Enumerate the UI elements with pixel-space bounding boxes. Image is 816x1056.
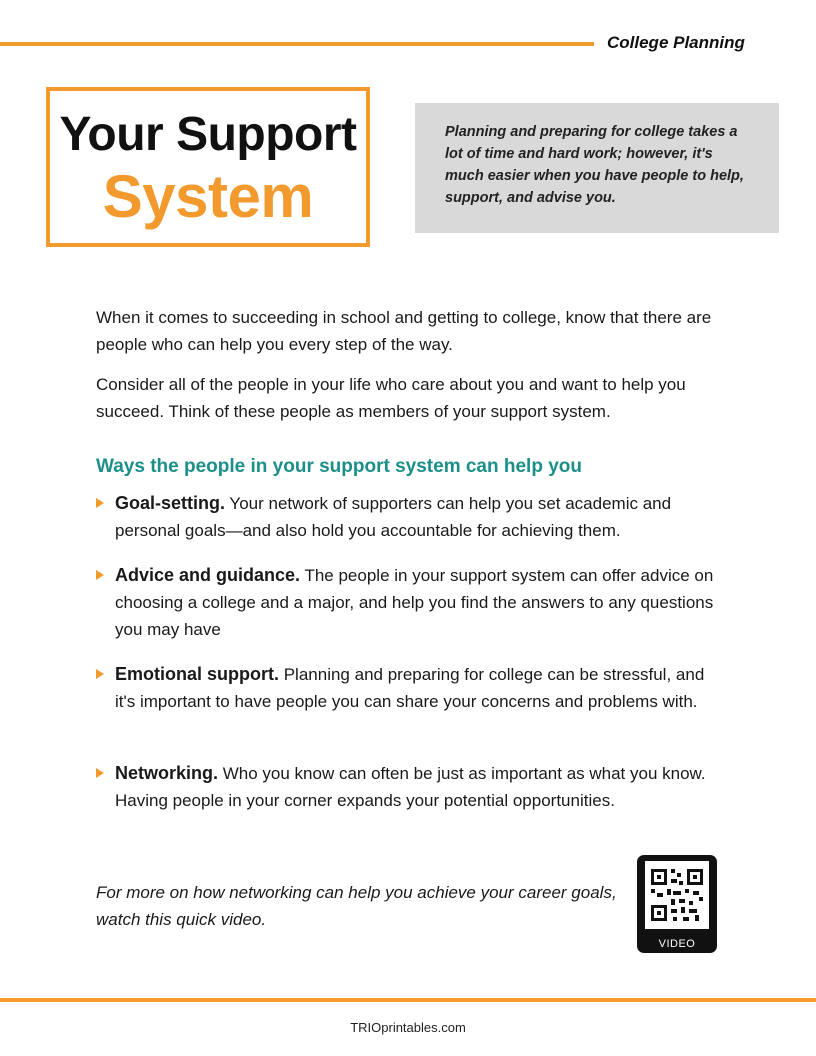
list-item-advice <box>96 562 726 643</box>
list-item-emotional-support <box>96 661 726 715</box>
bullet-arrow-icon <box>96 768 104 778</box>
list-item-text: Who you know can often be just as important as what you know. Having people in your corner expands your potential opportunities. <box>115 764 706 810</box>
list-item-text: Planning and preparing for college can be stressful, and it's important to have people you can share your concerns and problems with. <box>115 665 705 711</box>
qr-code-icon <box>645 861 709 929</box>
list-item-networking <box>96 760 726 814</box>
body-paragraph-2: Consider all of the people in your life who care about you and want to help you succeed. Think of these people as members of your support system. <box>96 375 686 421</box>
title-box <box>46 87 370 247</box>
bullet-arrow-icon <box>96 669 104 679</box>
list-item-lead: Advice and guidance. <box>115 565 301 585</box>
list-item-lead: Networking. <box>115 763 219 783</box>
list-item-text: The people in your support system can offer advice on choosing a college and a major, and help you find the answers to any questions you may have <box>115 566 714 639</box>
intro-callout: Planning and preparing for college takes a lot of time and hard work; however, it's much easier when you have people to help, support, and advise you. <box>415 103 779 233</box>
video-qr-badge[interactable] <box>637 855 717 953</box>
bottom-accent-rule <box>0 998 816 1002</box>
title-line-2: System <box>102 163 314 230</box>
list-item-lead: Goal-setting. <box>115 493 226 513</box>
bullet-arrow-icon <box>96 570 104 580</box>
list-item-goal-setting <box>96 490 726 544</box>
qr-label: VIDEO <box>658 938 696 950</box>
list-item-lead: Emotional support. <box>115 664 279 684</box>
bullet-arrow-icon <box>96 498 104 508</box>
video-note: For more on how networking can help you achieve your career goals, watch this quick video. <box>96 883 617 929</box>
list-item-text: Your network of supporters can help you set academic and personal goals—and also hold you accountable for achieving them. <box>115 494 672 540</box>
section-tag: College Planning <box>607 33 745 52</box>
top-accent-rule <box>0 42 594 46</box>
body-paragraph-1: When it comes to succeeding in school and getting to college, know that there are people who can help you every step of the way. <box>96 308 712 354</box>
title-line-1: Your Support <box>59 108 357 161</box>
ways-heading: Ways the people in your support system can help you <box>96 456 583 477</box>
site-url[interactable]: TRIOprintables.com <box>350 1020 466 1035</box>
